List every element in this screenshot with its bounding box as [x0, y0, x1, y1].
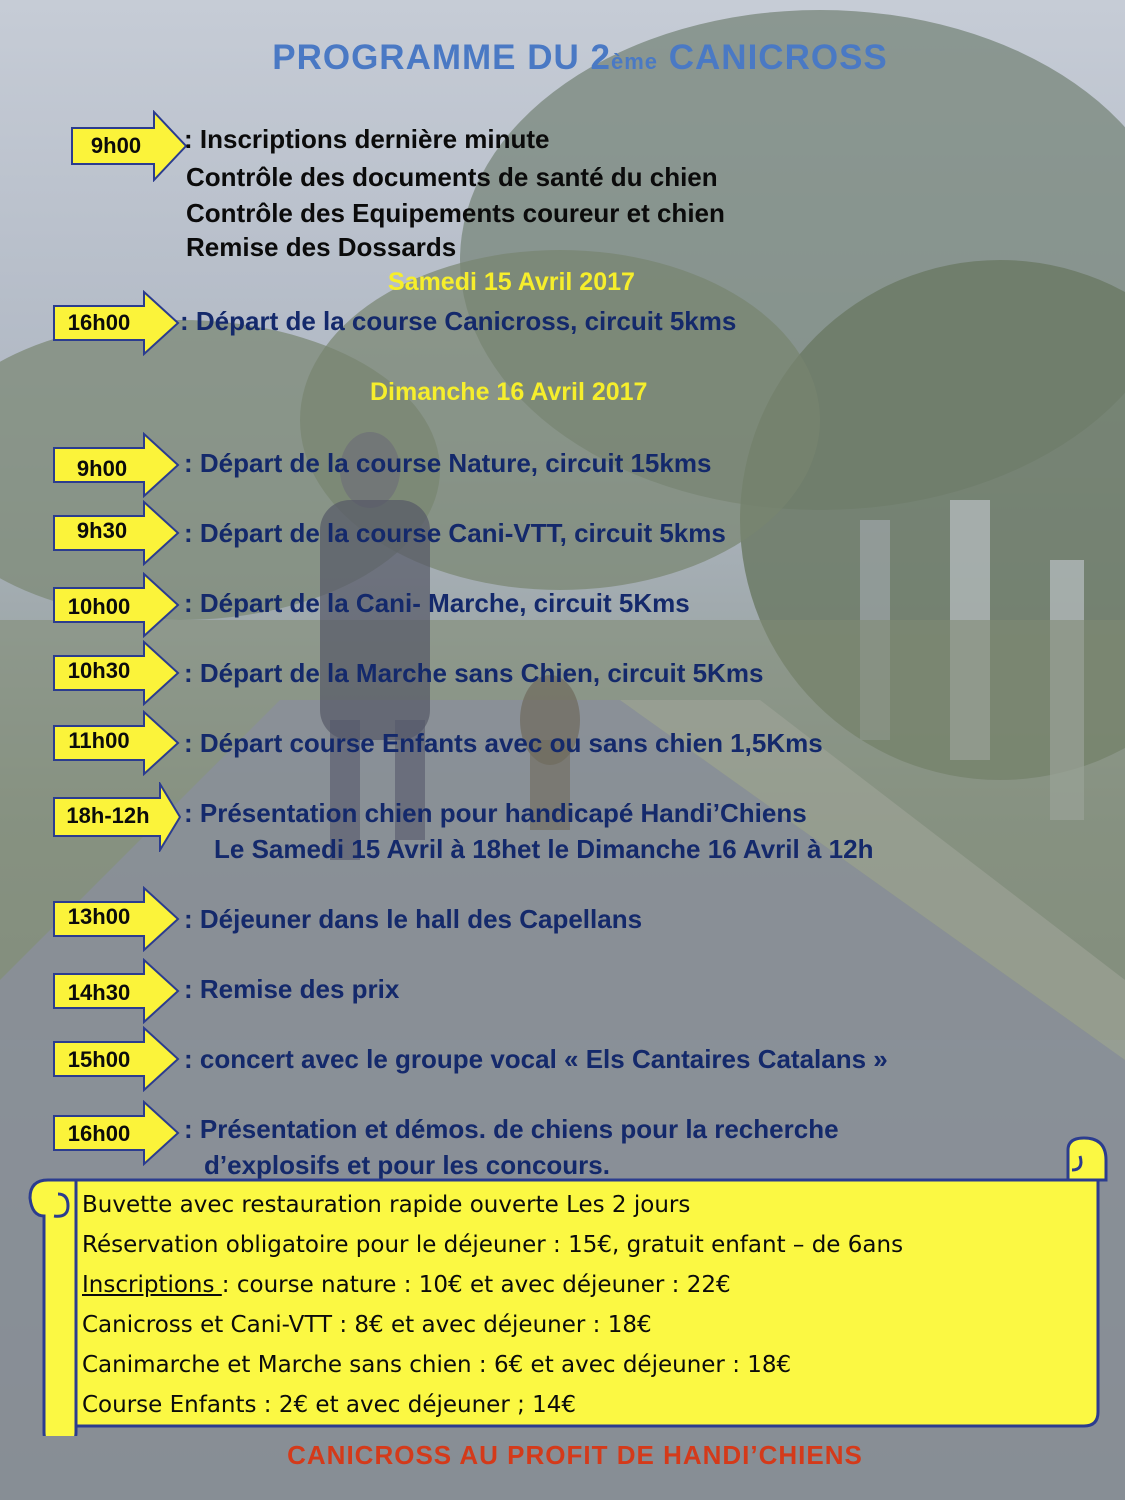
- title-sup: ème: [610, 49, 659, 74]
- inscriptions-detail: : course nature : 10€ et avec déjeuner : 22€: [221, 1272, 731, 1298]
- title-suffix: CANICROSS: [658, 38, 888, 77]
- footer-banner-text: CANICROSS AU PROFIT DE HANDI’CHIENS: [287, 1440, 863, 1470]
- time-arrow-day1-0: [52, 290, 182, 354]
- time-label: 13h00: [67, 904, 131, 929]
- day-label-saturday: Samedi 15 Avril 2017: [388, 268, 635, 296]
- time-arrow-day2-8: [52, 1026, 182, 1090]
- event-text-continued: d’explosifs et pour les concours.: [204, 1150, 610, 1180]
- time-label: 9h30: [76, 518, 128, 543]
- event-text: : Remise des prix: [184, 974, 400, 1004]
- time-arrow-day2-6: [52, 886, 182, 950]
- time-label: 16h00: [67, 1121, 131, 1146]
- day-label-sunday: Dimanche 16 Avril 2017: [370, 378, 648, 406]
- time-label: 15h00: [67, 1047, 131, 1072]
- time-arrow-intro: [70, 110, 200, 174]
- time-label: 9h00: [90, 133, 142, 158]
- intro-line-2: Contrôle des documents de santé du chien: [186, 162, 718, 192]
- time-label: 11h00: [68, 728, 130, 753]
- event-text: : Déjeuner dans le hall des Capellans: [184, 904, 643, 934]
- title-main: PROGRAMME DU 2: [272, 38, 611, 77]
- info-line-buvette: Buvette avec restauration rapide ouverte Les 2 jours: [82, 1192, 691, 1218]
- event-text: : Présentation et démos. de chiens pour la recherche: [184, 1114, 839, 1144]
- event-text: : Départ de la course Cani-VTT, circuit 5kms: [184, 518, 726, 548]
- info-line-canicross: Canicross et Cani-VTT : 8€ et avec déjeuner : 18€: [82, 1312, 652, 1338]
- time-label: 14h30: [67, 980, 131, 1005]
- event-text: : Départ de la course Canicross, circuit 5kms: [180, 306, 737, 336]
- info-line-canimarche: Canimarche et Marche sans chien : 6€ et avec déjeuner : 18€: [82, 1352, 792, 1378]
- info-line-reservation: Réservation obligatoire pour le déjeuner : 15€, gratuit enfant – de 6ans: [82, 1232, 904, 1258]
- time-arrow-day2-3: [52, 640, 182, 704]
- time-arrow-day2-0: [52, 432, 182, 496]
- time-arrow-day2-2: [52, 572, 182, 636]
- event-text: : Présentation chien pour handicapé Handi’Chiens: [184, 798, 807, 828]
- time-arrow-day2-5: [52, 782, 182, 846]
- time-arrow-day2-7: [52, 958, 182, 1022]
- intro-line-1: : Inscriptions dernière minute: [184, 124, 550, 154]
- time-arrow-day2-1: [52, 500, 182, 564]
- page-title: [0, 38, 1125, 78]
- time-label: 16h00: [67, 310, 131, 335]
- event-text-continued: Le Samedi 15 Avril à 18het le Dimanche 16 Avril à 12h: [214, 834, 874, 864]
- event-text: : Départ de la course Nature, circuit 15kms: [184, 448, 712, 478]
- event-text: : Départ course Enfants avec ou sans chien 1,5Kms: [184, 728, 823, 758]
- intro-line-3: Contrôle des Equipements coureur et chien: [186, 198, 725, 228]
- intro-line-4: Remise des Dossards: [186, 232, 457, 262]
- event-text: : Départ de la Marche sans Chien, circuit 5Kms: [184, 658, 764, 688]
- time-label: 9h00: [76, 456, 128, 481]
- info-line-enfants: Course Enfants : 2€ et avec déjeuner ; 14€: [82, 1392, 577, 1418]
- info-line-inscriptions: [82, 1272, 731, 1298]
- time-label: 18h-12h: [66, 803, 150, 828]
- event-text: : Départ de la Cani- Marche, circuit 5Kms: [184, 588, 690, 618]
- inscriptions-label: Inscriptions: [82, 1272, 222, 1298]
- time-arrow-day2-4: [52, 710, 182, 774]
- event-text: : concert avec le groupe vocal « Els Cantaires Catalans »: [184, 1044, 888, 1074]
- time-label: 10h30: [67, 658, 131, 683]
- time-label: 10h00: [67, 594, 131, 619]
